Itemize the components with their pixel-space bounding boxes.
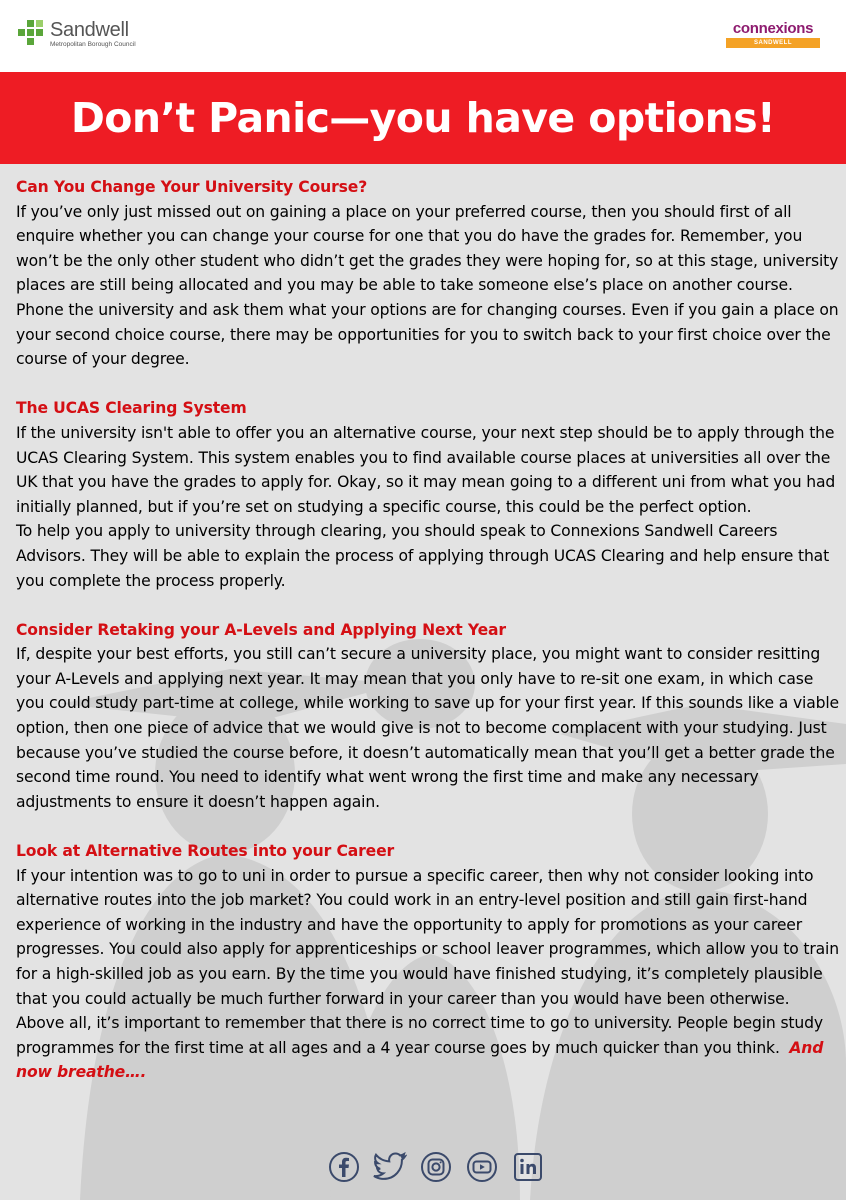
section-paragraph: If, despite your best efforts, you still can’t secure a university place, you might want to consider resitting your A-Levels and applying next year. It may mean that you only have to re-sit one exam, in which case you could study part-time at college, while working to save up for your first year. If this sounds like a viable option, then one piece of advice that we would give is not to become complacent with your studying. Just because you’ve studied the course before, it doesn’t automatically mean that you’ll get a better grade the second time round. You need to identify what went wrong the first time and make any necessary adjustments to ensure it doesn’t happen again. [16,645,839,811]
closing-phrase: And now breathe…. [16,1038,824,1082]
connexions-name: connexions [732,20,814,37]
section-paragraph: If the university isn't able to offer you an alternative course, your next step should be to apply through the UCAS Clearing System. This system enables you to find available course places at universities all over the UK that you have the grades to apply for. Okay, so it may mean going to a different uni from what you had initially planned, but if you’re set on studying a specific course, this could be the perfect option. [16,423,836,516]
social-links [327,1150,545,1184]
section-heading: The UCAS Clearing System [16,399,247,418]
content-area [0,164,846,1200]
header [0,0,846,72]
connexions-logo [726,20,820,48]
article-body [16,175,840,1085]
linkedin-icon[interactable] [511,1150,545,1184]
connexions-tag: SANDWELL [726,38,820,48]
title-banner [0,72,846,164]
sandwell-mark-icon [18,20,44,46]
sandwell-subtitle: Metropolitan Borough Council [50,41,136,48]
section-paragraph: If you’ve only just missed out on gaining a place on your preferred course, then you should first of all enquire whether you can change your course for one that you do have the grades for. Remember, you won’t be the only other student who didn’t get the grades they were hoping for, so at this stage, university places are still being allocated and you may be able to take someone else’s place on another course. Phone the university and ask them what your options are for changing courses. Even if you gain a place on your second choice course, there may be opportunities for you to switch back to your first choice over the course of your degree. [16,202,839,369]
section-heading: Can You Change Your University Course? [16,178,368,196]
page-title: Don’t Panic—you have options! [70,94,776,142]
section-heading: Consider Retaking your A-Levels and Applying Next Year [16,620,506,639]
sandwell-logo [18,20,136,52]
sandwell-name: Sandwell [50,19,129,41]
instagram-icon[interactable] [419,1150,453,1184]
twitter-icon[interactable] [373,1150,407,1184]
section-paragraph: If your intention was to go to uni in order to pursue a specific career, then why not consider looking into alternative routes into the job market? You could work in an entry-level position and still gain first-hand experience of working in the industry and have the opportunity to apply for promotions as your career progresses. You could also apply for apprenticeships or school leaver programmes, which allow you to train for a high-skilled job as you earn. By the time you would have finished studying, it’s completely plausible that you could actually be much further forward in your career than you would have been otherwise. [16,866,839,1008]
closing-text: Above all, it’s important to remember that there is no correct time to go to university. People begin study programmes for the first time at all ages and a 4 year course goes by much quicker than you think. [16,1014,823,1057]
youtube-icon[interactable] [465,1150,499,1184]
section-heading: Look at Alternative Routes into your Career [16,842,395,861]
section-paragraph [16,1011,840,1085]
section-paragraph: To help you apply to university through clearing, you should speak to Connexions Sandwell Careers Advisors. They will be able to explain the process of applying through UCAS Clearing and help ensure that you complete the process properly. [16,522,830,590]
facebook-icon[interactable] [327,1150,361,1184]
